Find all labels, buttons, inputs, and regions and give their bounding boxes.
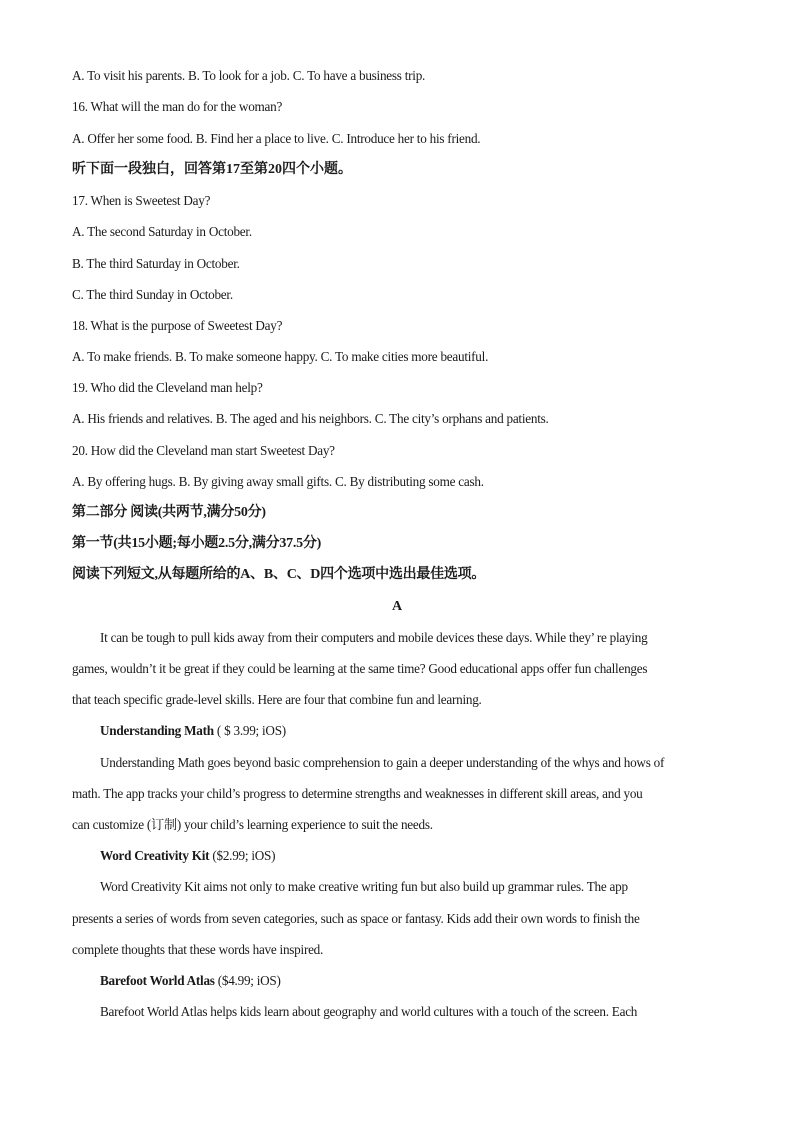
q16-options: A. Offer her some food. B. Find her a place to live. C. Introduce her to his friend. bbox=[72, 131, 481, 146]
q19-options: A. His friends and relatives. B. The aged and his neighbors. C. The city’s orphans and patients. bbox=[72, 411, 549, 426]
app3-line-1: Barefoot World Atlas helps kids learn about geography and world cultures with a touch of the screen. Each bbox=[100, 1004, 638, 1019]
q16-question: 16. What will the man do for the woman? bbox=[72, 99, 283, 114]
app3-meta: ($4.99; iOS) bbox=[214, 973, 281, 988]
part-title: 第二部分 阅读(共两节,满分50分) bbox=[72, 505, 266, 520]
q17-question: 17. When is Sweetest Day? bbox=[72, 193, 211, 208]
q17-option-b: B. The third Saturday in October. bbox=[72, 256, 240, 271]
q18-question: 18. What is the purpose of Sweetest Day? bbox=[72, 318, 283, 333]
q19-question: 19. Who did the Cleveland man help? bbox=[72, 380, 263, 395]
app2-line-2: presents a series of words from seven categories, such as space or fantasy. Kids add their own words to finish the bbox=[72, 911, 640, 926]
passage-label: A bbox=[391, 599, 403, 614]
reading-instruction: 阅读下列短文,从每题所给的A、B、C、D四个选项中选出最佳选项。 bbox=[72, 567, 486, 582]
intro-line-3: that teach specific grade-level skills. Here are four that combine fun and learning. bbox=[72, 692, 482, 707]
intro-line-1: It can be tough to pull kids away from their computers and mobile devices these days. While they’ re playing bbox=[100, 630, 648, 645]
section-title: 第一节(共15小题;每小题2.5分,满分37.5分) bbox=[72, 536, 321, 551]
app2-line-1: Word Creativity Kit aims not only to make creative writing fun but also build up grammar rules. The app bbox=[100, 879, 628, 894]
app1-name: Understanding Math bbox=[100, 723, 214, 738]
app3-name: Barefoot World Atlas bbox=[100, 973, 215, 988]
app2-meta: ($2.99; iOS) bbox=[209, 848, 276, 863]
intro-line-2: games, wouldn’t it be great if they could be learning at the same time? Good educational apps offer fun challenges bbox=[72, 661, 648, 676]
app1-line-2: math. The app tracks your child’s progress to determine strengths and weaknesses in different skill areas, and you bbox=[72, 786, 643, 801]
q17-option-c: C. The third Sunday in October. bbox=[72, 287, 233, 302]
q18-options: A. To make friends. B. To make someone happy. C. To make cities more beautiful. bbox=[72, 349, 489, 364]
q20-question: 20. How did the Cleveland man start Sweetest Day? bbox=[72, 443, 335, 458]
app2-heading bbox=[100, 847, 275, 865]
app2-name: Word Creativity Kit bbox=[100, 848, 210, 863]
monologue-instruction: 听下面一段独白，回答第17至第20四个小题。 bbox=[72, 162, 352, 177]
q15-options: A. To visit his parents. B. To look for a job. C. To have a business trip. bbox=[72, 68, 426, 83]
app1-heading bbox=[100, 722, 286, 740]
app2-line-3: complete thoughts that these words have inspired. bbox=[72, 942, 324, 957]
app1-line-3: can customize (订制) your child’s learning experience to suit the needs. bbox=[72, 817, 433, 832]
app1-line-1: Understanding Math goes beyond basic comprehension to gain a deeper understanding of the whys and hows of bbox=[100, 755, 665, 770]
q20-options: A. By offering hugs. B. By giving away small gifts. C. By distributing some cash. bbox=[72, 474, 484, 489]
app3-heading bbox=[100, 972, 281, 990]
app1-meta: ( $ 3.99; iOS) bbox=[213, 723, 286, 738]
q17-option-a: A. The second Saturday in October. bbox=[72, 224, 252, 239]
